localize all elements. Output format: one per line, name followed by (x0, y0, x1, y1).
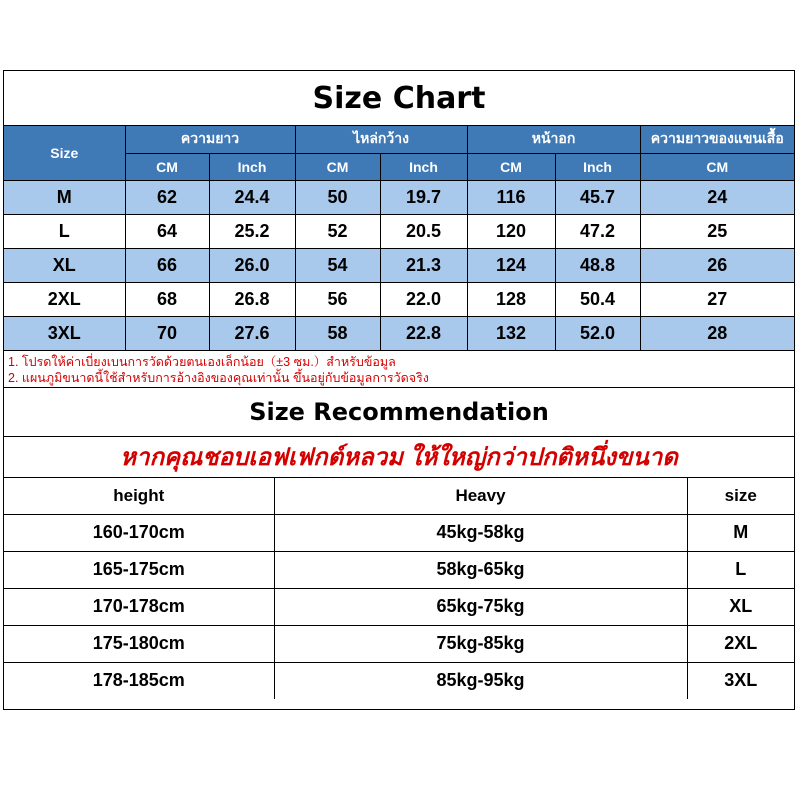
table-cell: 124 (467, 248, 555, 282)
size-label: M (4, 180, 125, 214)
table-row (4, 551, 794, 588)
recommendation-title-row (4, 388, 794, 437)
height-cell: 160-170cm (4, 514, 274, 551)
table-cell: 24 (640, 180, 794, 214)
table-cell: 50 (295, 180, 380, 214)
table-cell: 19.7 (380, 180, 467, 214)
table-cell: 64 (125, 214, 209, 248)
table-cell: 54 (295, 248, 380, 282)
recommendation-table (4, 478, 794, 699)
table-cell: 22.0 (380, 282, 467, 316)
unit-header: CM (467, 153, 555, 180)
height-cell: 178-185cm (4, 662, 274, 699)
table-cell: 25 (640, 214, 794, 248)
note-line: 1. โปรดให้ค่าเบี่ยงเบนการวัดด้วยตนเองเล็กน้อย（±3 ซม.）สำหรับข้อมูล (8, 354, 396, 369)
table-cell: 58 (295, 316, 380, 350)
size-cell: XL (687, 588, 794, 625)
weight-cell: 65kg-75kg (274, 588, 687, 625)
unit-header: Inch (555, 153, 640, 180)
table-cell: 22.8 (380, 316, 467, 350)
sleeve-group-header: ความยาวของแขนเสื้อ (640, 126, 794, 153)
table-cell: 62 (125, 180, 209, 214)
table-row (4, 248, 794, 282)
size-cell: 2XL (687, 625, 794, 662)
table-cell: 27 (640, 282, 794, 316)
table-cell: 28 (640, 316, 794, 350)
height-cell: 170-178cm (4, 588, 274, 625)
length-group-header: ความยาว (125, 126, 295, 153)
size-cell: M (687, 514, 794, 551)
size-label: L (4, 214, 125, 248)
weight-cell: 75kg-85kg (274, 625, 687, 662)
size-label: 2XL (4, 282, 125, 316)
table-row (4, 514, 794, 551)
table-cell: 68 (125, 282, 209, 316)
size-chart-sheet (3, 70, 795, 710)
table-cell: 26 (640, 248, 794, 282)
recommendation-note-row (4, 437, 794, 478)
table-cell: 26.8 (209, 282, 295, 316)
table-cell: 45.7 (555, 180, 640, 214)
table-row (4, 180, 794, 214)
table-cell: 26.0 (209, 248, 295, 282)
table-cell: 56 (295, 282, 380, 316)
table-cell: 47.2 (555, 214, 640, 248)
table-row (4, 625, 794, 662)
size-column-header: size (687, 478, 794, 515)
table-cell: 120 (467, 214, 555, 248)
weight-cell: 45kg-58kg (274, 514, 687, 551)
height-cell: 165-175cm (4, 551, 274, 588)
table-row (4, 316, 794, 350)
weight-cell: 58kg-65kg (274, 551, 687, 588)
size-column-header: Size (4, 126, 125, 180)
table-cell: 27.6 (209, 316, 295, 350)
table-row (4, 282, 794, 316)
unit-header: Inch (209, 153, 295, 180)
height-column-header: height (4, 478, 274, 515)
weight-column-header: Heavy (274, 478, 687, 515)
height-cell: 175-180cm (4, 625, 274, 662)
table-cell: 25.2 (209, 214, 295, 248)
unit-header: CM (640, 153, 794, 180)
chest-group-header: หน้าอก (467, 126, 640, 153)
table-cell: 66 (125, 248, 209, 282)
shoulder-group-header: ไหล่กว้าง (295, 126, 467, 153)
table-row (4, 214, 794, 248)
unit-header: CM (295, 153, 380, 180)
unit-header: CM (125, 153, 209, 180)
size-chart-title: Size Chart (312, 80, 486, 116)
unit-header: Inch (380, 153, 467, 180)
recommendation-note: หากคุณชอบเอฟเฟกต์หลวม ให้ใหญ่กว่าปกติหนึ่งขนาด (120, 444, 678, 471)
size-chart-title-row (4, 71, 794, 126)
table-row (4, 662, 794, 699)
table-row (4, 588, 794, 625)
table-cell: 21.3 (380, 248, 467, 282)
size-label: 3XL (4, 316, 125, 350)
note-line: 2. แผนภูมิขนาดนี้ใช้สำหรับการอ้างอิงของคุณเท่านั้น ขึ้นอยู่กับข้อมูลการวัดจริง (8, 370, 429, 385)
size-cell: 3XL (687, 662, 794, 699)
recommendation-title: Size Recommendation (249, 397, 549, 426)
table-cell: 24.4 (209, 180, 295, 214)
table-cell: 132 (467, 316, 555, 350)
weight-cell: 85kg-95kg (274, 662, 687, 699)
measurement-notes (4, 351, 794, 388)
table-cell: 70 (125, 316, 209, 350)
table-cell: 50.4 (555, 282, 640, 316)
recommendation-header-row (4, 478, 794, 515)
table-cell: 128 (467, 282, 555, 316)
size-cell: L (687, 551, 794, 588)
table-cell: 48.8 (555, 248, 640, 282)
table-cell: 20.5 (380, 214, 467, 248)
size-chart-group-header-row (4, 126, 794, 153)
size-label: XL (4, 248, 125, 282)
table-cell: 116 (467, 180, 555, 214)
size-chart-table (4, 126, 794, 351)
table-cell: 52.0 (555, 316, 640, 350)
table-cell: 52 (295, 214, 380, 248)
